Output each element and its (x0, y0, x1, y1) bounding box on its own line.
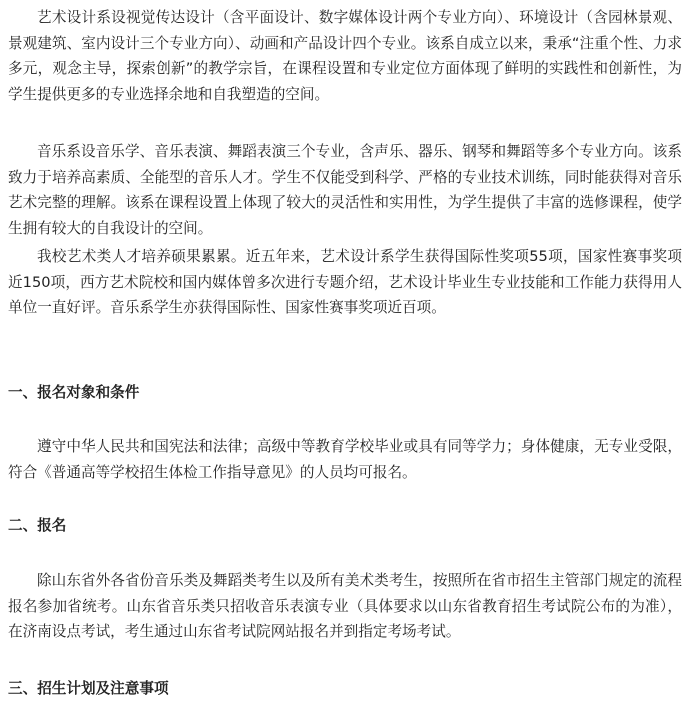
paragraph-achievements: 我校艺术类人才培养硕果累累。近五年来，艺术设计系学生获得国际性奖项55项，国家性赛事奖项近150项，西方艺术院校和国内媒体曾多次进行专题介绍，艺术设计毕业生专业技能和工作能力获得用人单位一直好评。音乐系学生亦获得国际性、国家性赛事奖项近百项。 (8, 248, 682, 316)
section-heading-eligibility: 一、报名对象和条件 (8, 384, 140, 401)
section-heading-enrollment-plan: 三、招生计划及注意事项 (8, 680, 169, 697)
paragraph-registration: 除山东省外各省份音乐类及舞蹈类考生以及所有美术类考生，按照所在省市招生主管部门规定的流程报名参加省统考。山东省音乐类只招收音乐表演专业（具体要求以山东省教育招生考试院公布的为准），在济南设点考试，考生通过山东省考试院网站报名并到指定考场考试。 (8, 572, 682, 640)
paragraph-music: 音乐系设音乐学、音乐表演、舞蹈表演三个专业，含声乐、器乐、钢琴和舞蹈等多个专业方向。该系致力于培养高素质、全能型的音乐人才。学生不仅能受到科学、严格的专业技术训练，同时能获得对音乐艺术完整的理解。该系在课程设置上体现了较大的灵活性和实用性，为学生提供了丰富的选修课程，使学生拥有较大的自我设计的空间。 (8, 143, 682, 237)
paragraph-art-design: 艺术设计系设视觉传达设计（含平面设计、数字媒体设计两个专业方向）、环境设计（含园林景观、景观建筑、室内设计三个专业方向）、动画和产品设计四个专业。该系自成立以来，秉承“注重个性、力求多元，观念主导，探索创新”的教学宗旨，在课程设置和专业定位方面体现了鲜明的实践性和创新性，为学生提供更多的专业选择余地和自我塑造的空间。 (8, 9, 682, 103)
paragraph-eligibility: 遵守中华人民共和国宪法和法律；高级中等教育学校毕业或具有同等学力；身体健康，无专业受限，符合《普通高等学校招生体检工作指导意见》的人员均可报名。 (8, 438, 682, 481)
section-heading-registration: 二、报名 (8, 517, 67, 534)
